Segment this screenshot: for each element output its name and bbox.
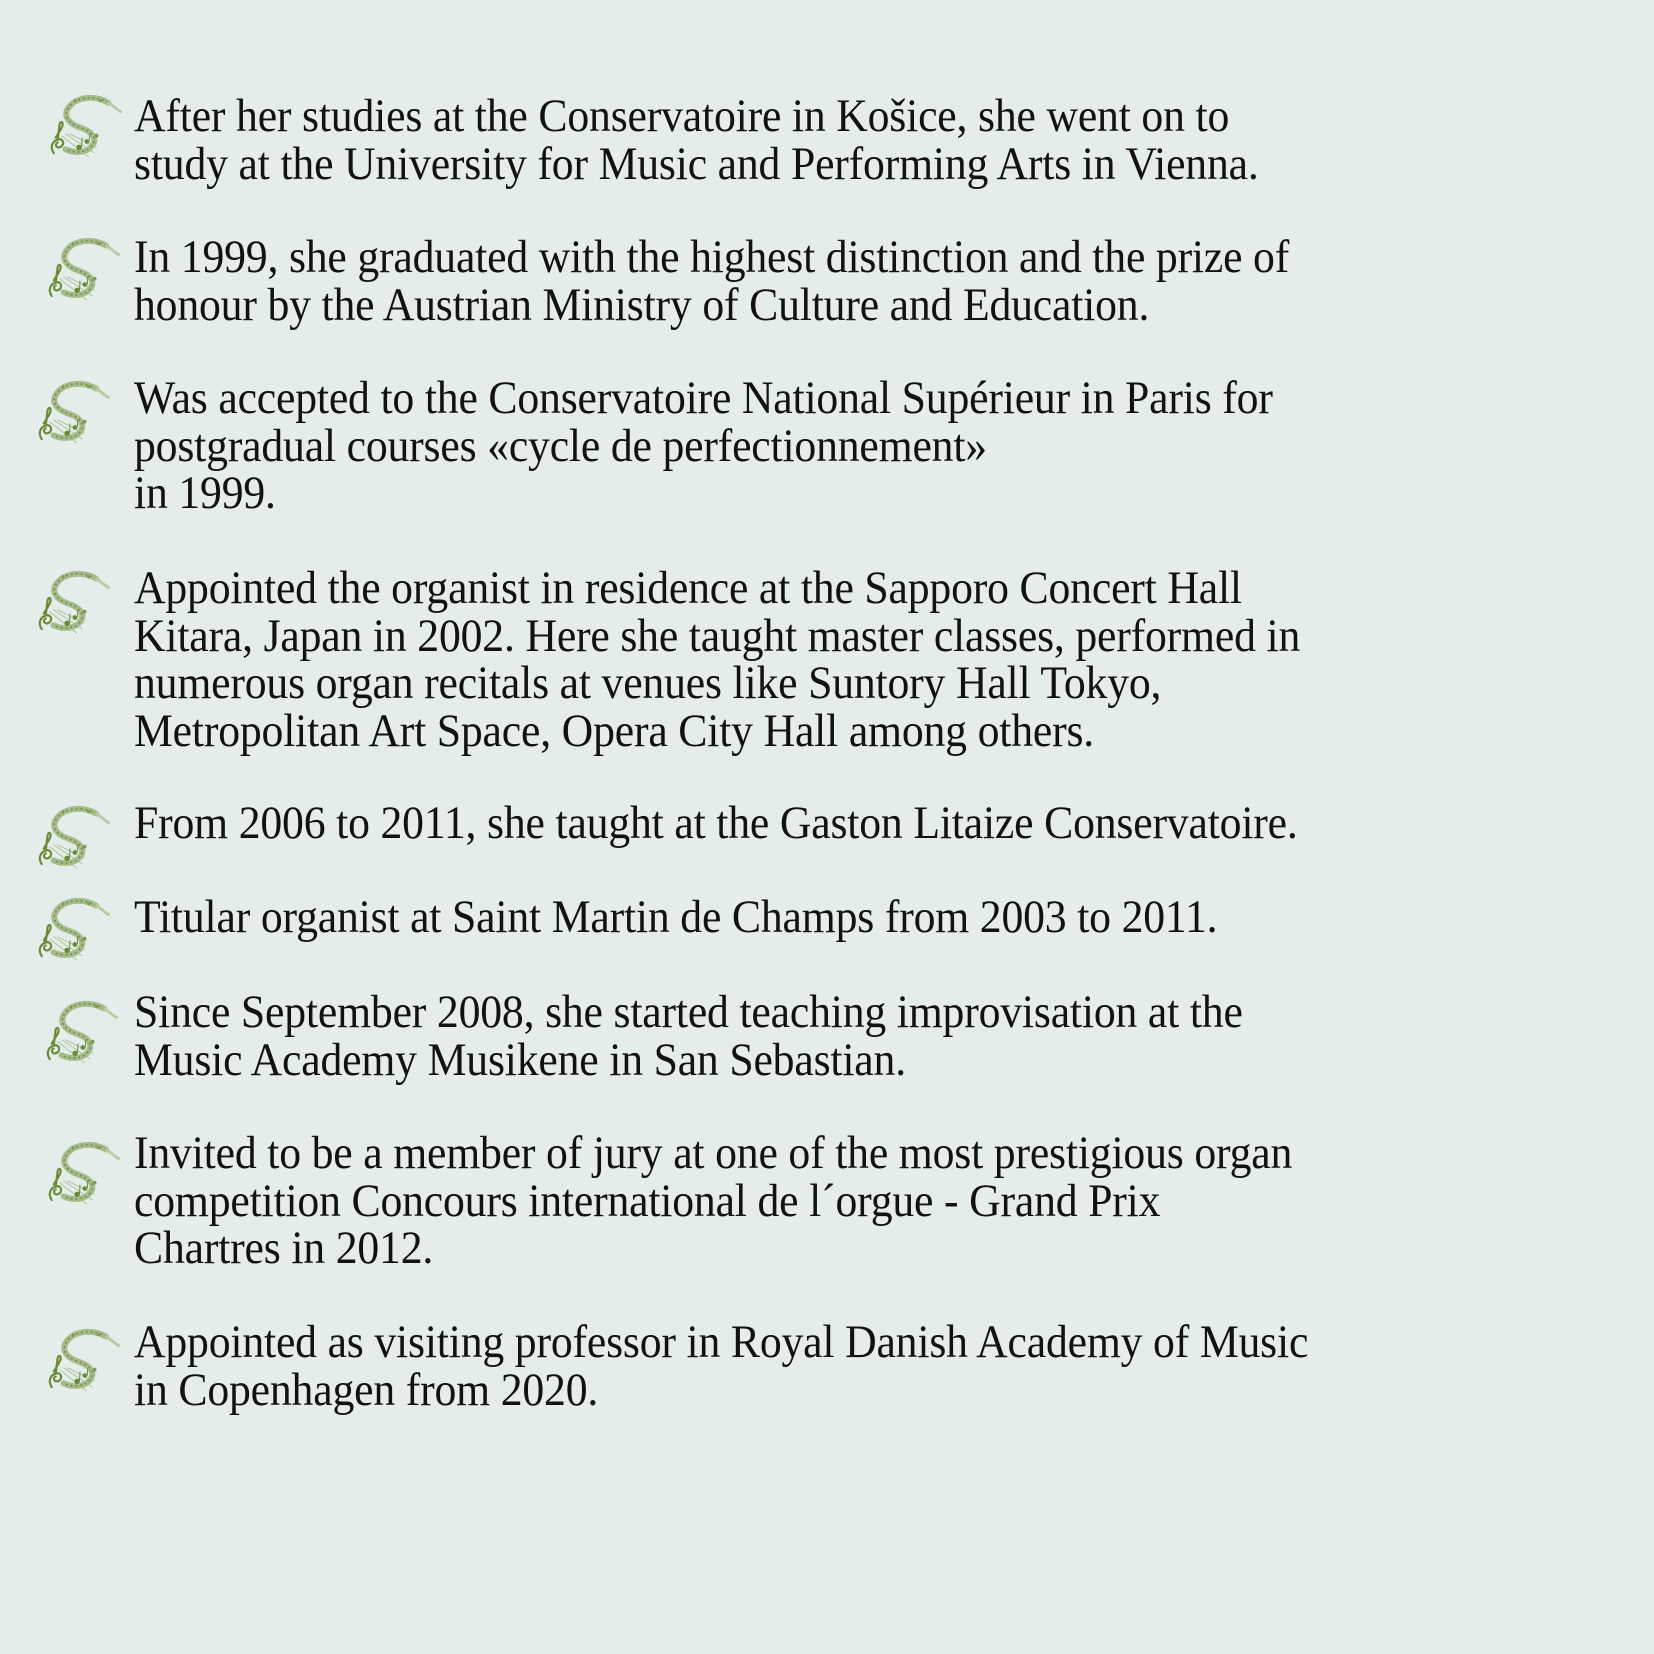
list-item-text: Since September 2008, she started teaching improvisation at the Music Academy Musikene in San Sebastian.: [134, 986, 1243, 1086]
music-note-swirl-icon: [28, 375, 112, 445]
list-item-text: Appointed the organist in residence at the Sapporo Concert Hall Kitara, Japan in 2002. Here she taught master classes, performed in numerous organ recitals at venues like Suntory Hall Tokyo, Metropolitan Art Space, Opera City Hall among others.: [134, 562, 1301, 757]
music-note-swirl-icon: [28, 800, 112, 870]
music-note-swirl-icon: [40, 89, 124, 159]
list-item-text: Invited to be a member of jury at one of the most prestigious organ competition Concours international de l´orgue - Grand Prix Chartres in 2012.: [134, 1127, 1293, 1274]
music-note-swirl-icon: [38, 1136, 122, 1206]
list-item-text: After her studies at the Conservatoire in Košice, she went on to study at the University for Music and Performing Arts in Vienna.: [134, 90, 1259, 190]
music-note-swirl-icon: [38, 1323, 122, 1393]
list-item-text: From 2006 to 2011, she taught at the Gaston Litaize Conservatoire.: [134, 797, 1298, 849]
music-note-swirl-icon: [28, 892, 112, 962]
list-item-text: In 1999, she graduated with the highest distinction and the prize of honour by the Austrian Ministry of Culture and Education.: [134, 231, 1290, 331]
music-note-swirl-icon: [38, 232, 122, 302]
music-note-swirl-icon: [28, 565, 112, 635]
list-item-text: Appointed as visiting professor in Royal Danish Academy of Music in Copenhagen from 2020.: [134, 1316, 1309, 1416]
list-item-text: Was accepted to the Conservatoire National Supérieur in Paris for postgradual courses «cycle de perfectionnement» in 1999.: [134, 372, 1273, 519]
list-item-text: Titular organist at Saint Martin de Champs from 2003 to 2011.: [134, 891, 1218, 943]
music-note-swirl-icon: [36, 995, 120, 1065]
